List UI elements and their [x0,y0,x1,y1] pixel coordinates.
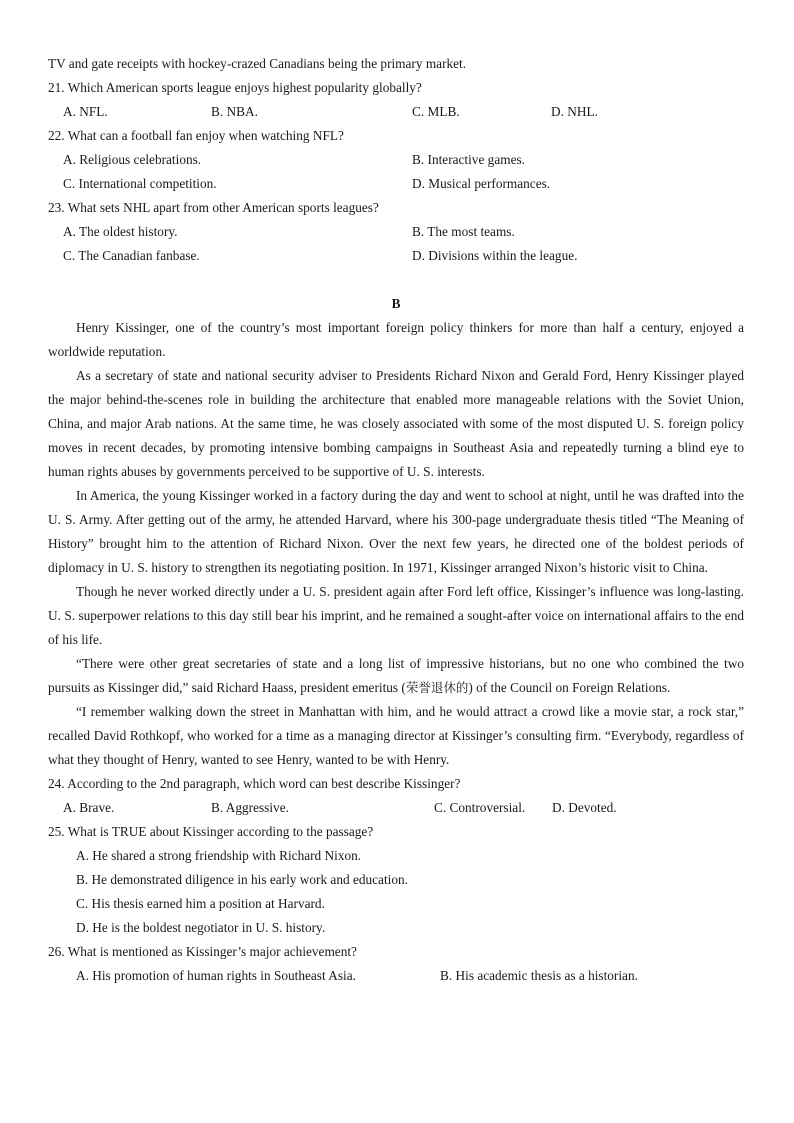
option-21-b: B. NBA. [211,104,258,119]
option-22-a: A. Religious celebrations. [63,152,202,167]
question-22: 22. What can a football fan enjoy when watching NFL? [48,128,344,143]
option-25-a: A. He shared a strong friendship with Richard Nixon. [76,848,362,863]
option-25-b: B. He demonstrated diligence in his early work and education. [76,872,408,887]
passage-b-paragraph-6: “I remember walking down the street in Manhattan with him, and he would attract a crowd like a movie star, a rock star,” recalled David Rothkopf, who worked for a time as a managing director at Kissinger’s consulting firm. “Everybody, regardless of what they thought of Henry, wanted to see Henry, wanted to be with Henry. [48,704,744,767]
option-22-d: D. Musical performances. [412,176,551,191]
option-25-d: D. He is the boldest negotiator in U. S. history. [76,920,326,935]
option-22-b: B. Interactive games. [412,152,525,167]
option-22-c: C. International competition. [63,176,217,191]
chinese-gloss: 荣誉退休的 [405,680,469,695]
question-22-options-ab [48,148,744,172]
question-23-options-cd [48,244,744,268]
option-21-c: C. MLB. [412,104,460,119]
question-21-options [48,100,744,124]
option-26-b: B. His academic thesis as a historian. [440,968,638,983]
question-25: 25. What is TRUE about Kissinger according to the passage? [48,824,374,839]
option-24-b: B. Aggressive. [211,800,289,815]
passage-a-continuation: TV and gate receipts with hockey-crazed Canadians being the primary market. [48,56,467,71]
option-24-d: D. Devoted. [552,800,617,815]
option-24-a: A. Brave. [63,800,115,815]
exam-page [48,52,744,988]
option-23-c: C. The Canadian fanbase. [63,248,200,263]
passage-b-paragraph-1: Henry Kissinger, one of the country’s most important foreign policy thinkers for more than half a century, enjoyed a worldwide reputation. [48,320,744,359]
passage-b-paragraph-4: Though he never worked directly under a U. S. president again after Ford left office, Kissinger’s influence was long-lasting. U. S. superpower relations to this day still bear his imprint, and he remained a sought-after voice on international affairs to the end of his life. [48,584,744,647]
passage-b-paragraph-2: As a secretary of state and national security adviser to Presidents Richard Nixon and Gerald Ford, Henry Kissinger played the major behind-the-scenes role in building the architecture that enabled more manageable relations with the Soviet Union, China, and major Arab nations. At the same time, he was closely associated with some of the most disputed U. S. foreign policy moves in recent decades, by promoting intensive bombing campaigns in Southeast Asia and repeatedly turning a blind eye to human rights abuses by governments perceived to be supportive of U. S. interests. [48,368,744,479]
paragraph-5-text-end: ) of the Council on Foreign Relations. [468,680,671,695]
option-26-a: A. His promotion of human rights in Southeast Asia. [76,968,356,983]
question-21: 21. Which American sports league enjoys highest popularity globally? [48,80,422,95]
option-23-b: B. The most teams. [412,224,515,239]
option-21-d: D. NHL. [551,104,598,119]
question-22-options-cd [48,172,744,196]
paragraph-5-text-start: “There were other great secretaries of state and a long list of impressive historians, but no one who combined the two pursuits as Kissinger did,” said Richard Haass, president emeritus ( [48,656,744,695]
passage-b-paragraph-3: In America, the young Kissinger worked in a factory during the day and went to school at night, until he was drafted into the U. S. Army. After getting out of the army, he attended Harvard, where his 300-page undergraduate thesis titled “The Meaning of History” brought him to the attention of Richard Nixon. Over the next few years, he directed one of the boldest periods of diplomacy in U. S. history to strengthen its negotiating position. In 1971, Kissinger arranged Nixon’s historic visit to China. [48,488,744,575]
section-b-title: B [391,296,401,311]
option-24-c: C. Controversial. [434,800,526,815]
question-24: 24. According to the 2nd paragraph, which word can best describe Kissinger? [48,776,461,791]
passage-b-paragraph-5 [48,652,744,700]
question-24-options [48,796,744,820]
question-23: 23. What sets NHL apart from other American sports leagues? [48,200,379,215]
option-23-a: A. The oldest history. [63,224,178,239]
option-25-c: C. His thesis earned him a position at Harvard. [76,896,325,911]
option-21-a: A. NFL. [63,104,108,119]
question-23-options-ab [48,220,744,244]
question-26-options [48,964,744,988]
question-26: 26. What is mentioned as Kissinger’s major achievement? [48,944,357,959]
option-23-d: D. Divisions within the league. [412,248,578,263]
